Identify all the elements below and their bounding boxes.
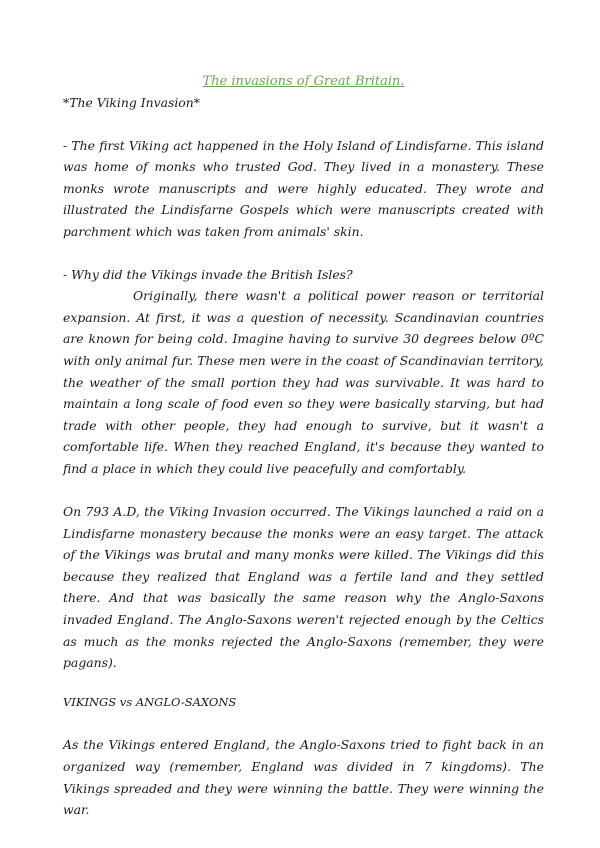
question-heading: - Why did the Vikings invade the British Isles? xyxy=(63,267,353,283)
spacer xyxy=(63,480,544,502)
paragraph-reasons: Originally, there wasn't a political power reason or territorial expansion. At first, it was a question of necessity. Scandinavian countries are known for being cold. Imagine having to survive 30 degrees below 0ºC with only animal fur. These men were in the coast of Scandinavian territory, the weather of the small portion they had was survivable. It was hard to maintain a long scale of food even so they were basically starving, but had trade with other people, they had enough to survive, but it wasn't a comfortable life. When they reached England, it's because they wanted to find a place in which they could live peacefully and comfortably. xyxy=(63,288,544,476)
spacer xyxy=(63,674,544,692)
document-subtitle: *The Viking Invasion* xyxy=(63,95,200,110)
document-title: The invasions of Great Britain. xyxy=(202,74,405,89)
spacer xyxy=(63,713,544,735)
paragraph-lindisfarne: - The first Viking act happened in the Holy Island of Lindisfarne. This island was home of monks who trusted God. They lived in a monastery. These monks wrote manuscripts and were highly educated. They wrote and illustrated the Lindisfarne Gospels which were manuscripts created with parchment which was taken from animals' skin. xyxy=(63,137,544,239)
spacer xyxy=(63,113,544,135)
document-page xyxy=(63,72,544,821)
paragraph-war: As the Vikings entered England, the Anglo-Saxons tried to fight back in an organized way (remember, England was divided in 7 kingdoms). The Vikings spreaded and they were winning the battle. They were winning the war. xyxy=(63,737,544,818)
spacer xyxy=(63,243,544,265)
section-heading-vikings-vs-anglo-saxons: VIKINGS vs ANGLO-SAXONS xyxy=(63,694,237,709)
paragraph-invasion: On 793 A.D, the Viking Invasion occurred. The Vikings launched a raid on a Lindisfarne monastery because the monks were an easy target. The attack of the Vikings was brutal and many monks were killed. The Vikings did this because they realized that England was a fertile land and they settled there. And that was basically the same reason why the Anglo-Saxons invaded England. The Anglo-Saxons weren't rejected enough by the Celtics as much as the monks rejected the Anglo-Saxons (remember, they were pagans). xyxy=(63,504,544,671)
